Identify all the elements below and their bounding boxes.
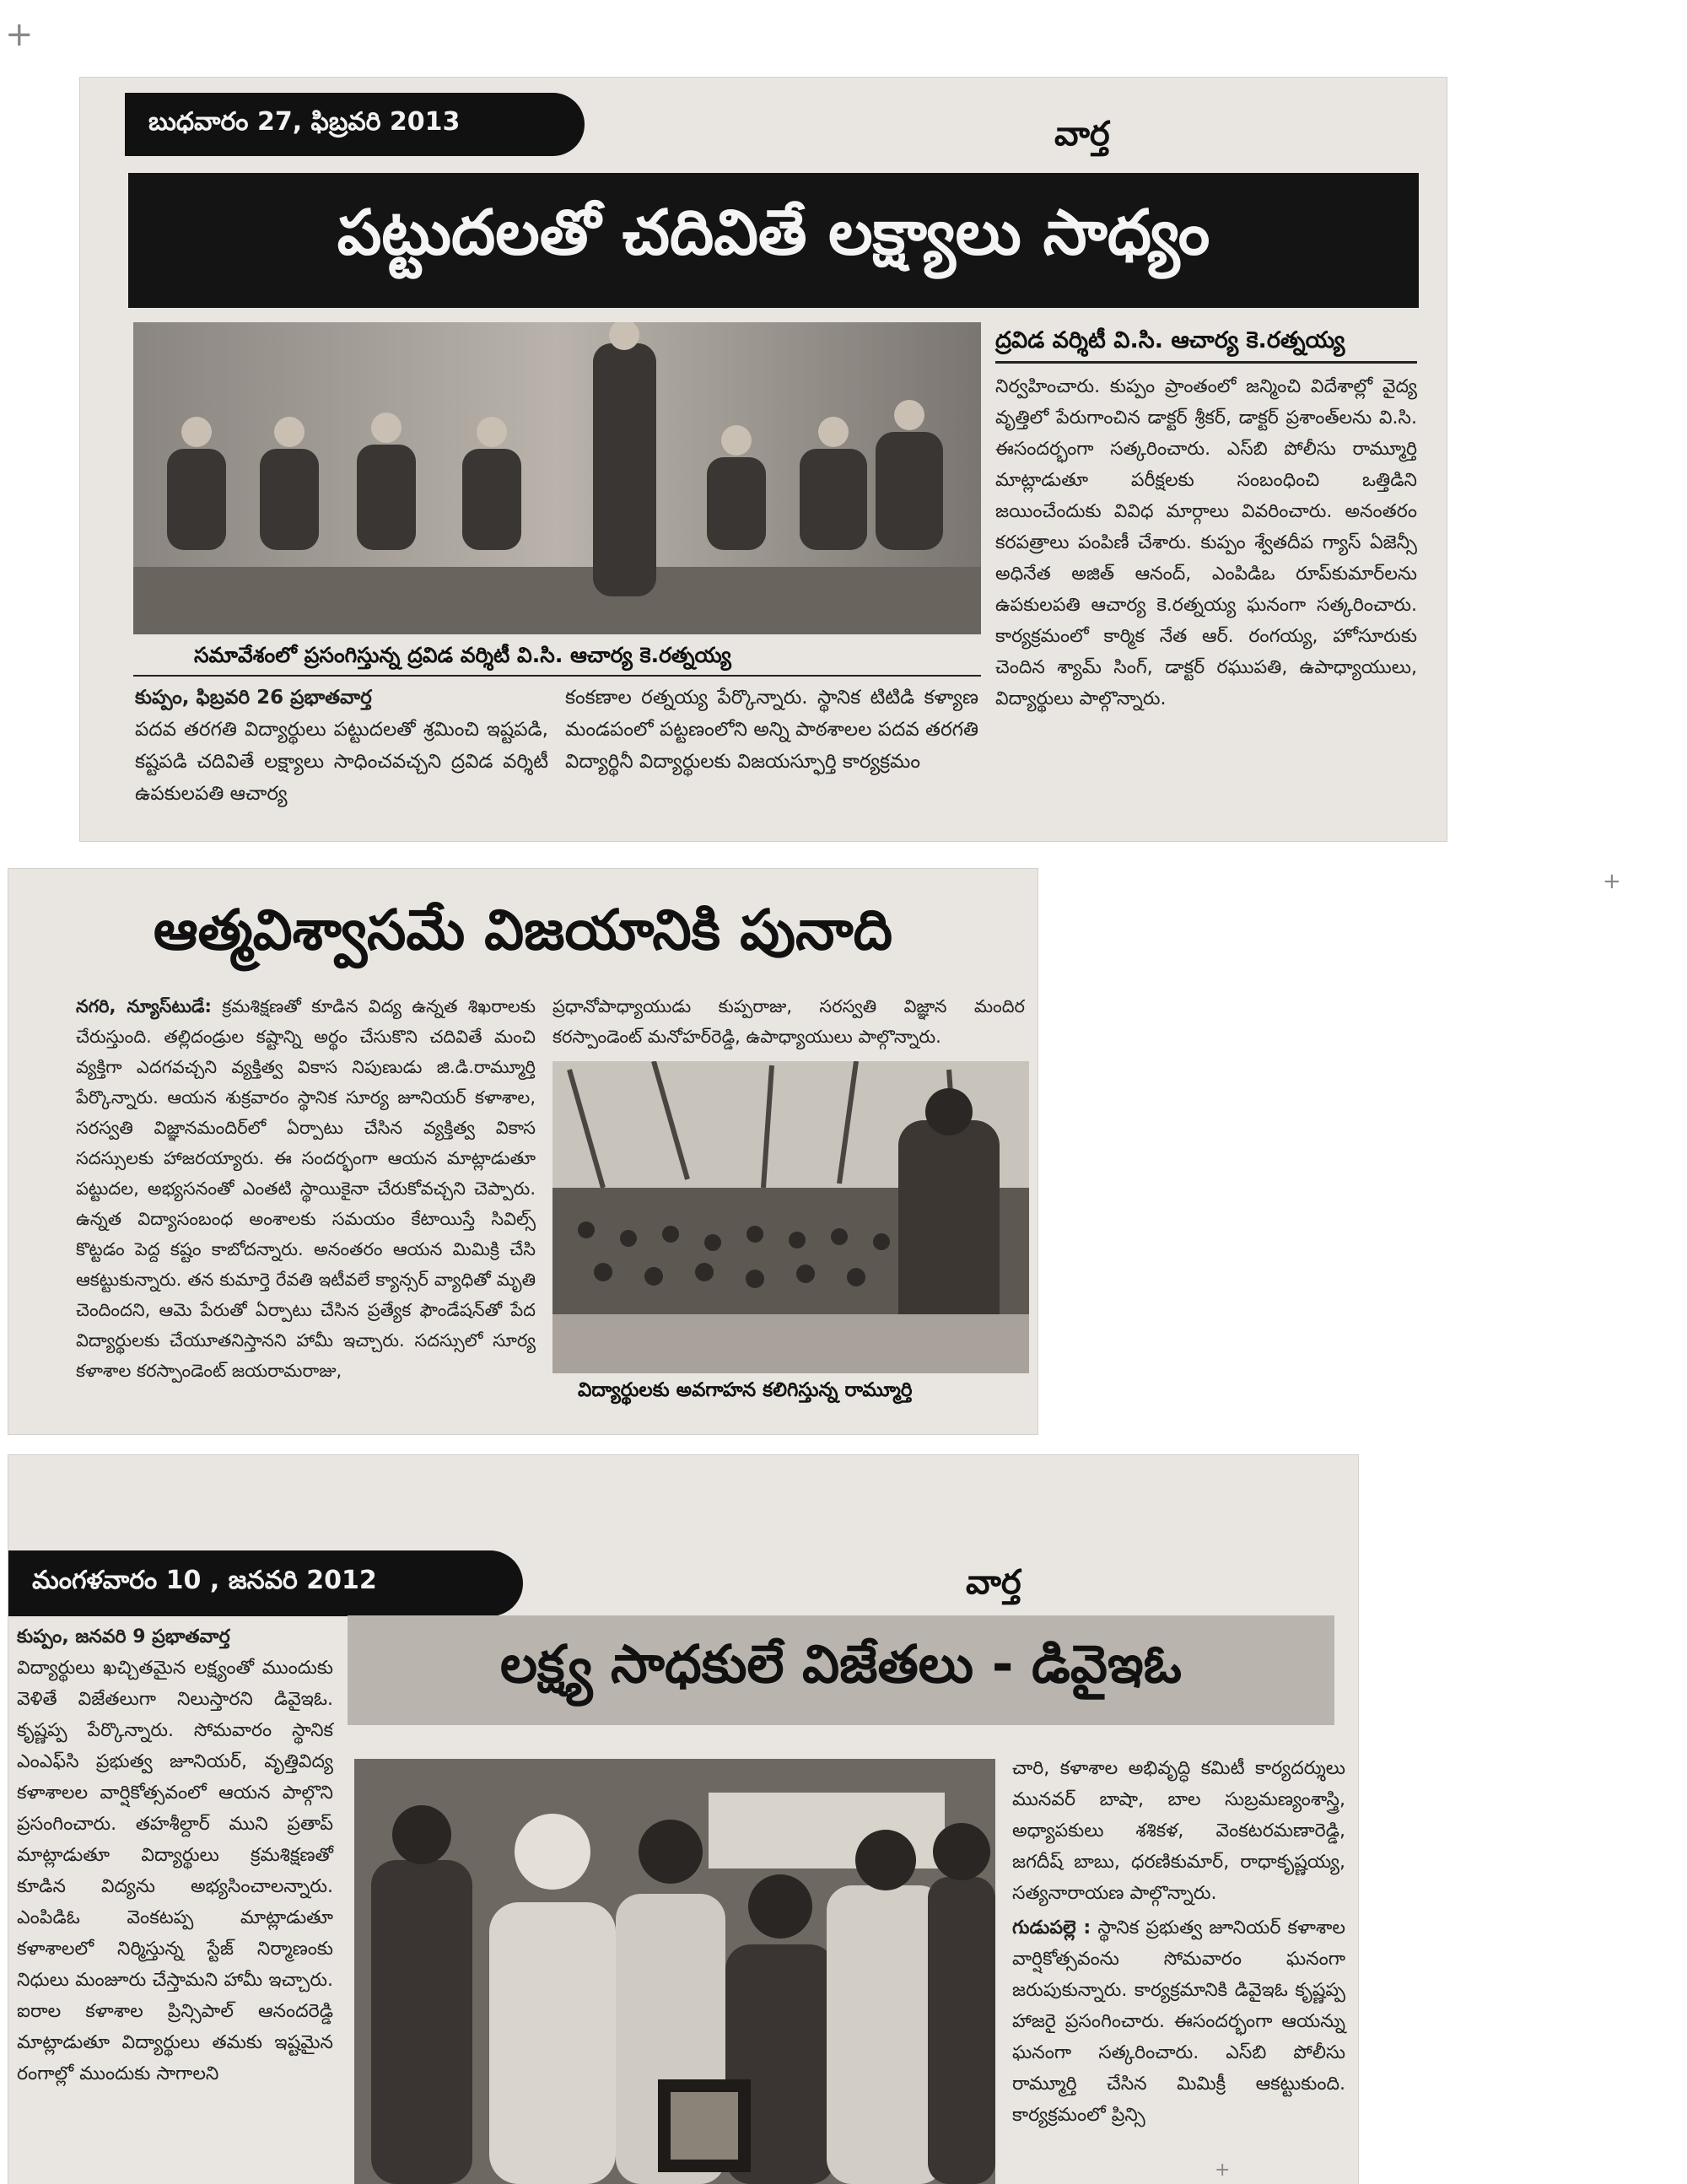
clip3-dateline: కుప్పం, జనవరి 9 ప్రభాతవార్త [17, 1626, 230, 1647]
clip1-column-1-text: పదవ తరగతి విద్యార్థులు పట్టుదలతో శ్రమించి ఇష్టపడి, కష్టపడి చదివితే లక్ష్యాలు సాధించవచ్చని ద్రవిడ వర్శిటీ ఉపకులపతి ఆచార్య [135, 719, 548, 805]
clip3-date: మంగళవారం 10 , జనవరి 2012 [32, 1566, 377, 1595]
stage-photo-image [133, 322, 981, 634]
registration-mark: + [5, 15, 34, 54]
clip3-column-2-text: చారి, కళాశాల అభివృద్ధి కమిటీ కార్యదర్శులు మునవర్ బాషా, బాల సుబ్రమణ్యంశాస్త్రి, అధ్యాపకులు శశికళ, వెంకటరమణారెడ్డి, జగదీష్ బాబు, ధరణికుమార్, రాధాకృష్ణయ్య, సత్యనారాయణ పాల్గొన్నారు. [1012, 1758, 1345, 1904]
clip2-photo-caption: విద్యార్థులకు అవగాహన కలిగిస్తున్న రామ్మూర్తి [578, 1379, 913, 1401]
clip1-column-3-text: నిర్వహించారు. కుప్పం ప్రాంతంలో జన్మించి విదేశాల్లో వైద్య వృత్తిలో పేరుగాంచిన డాక్టర్ శ్రీకర్, డాక్టర్ ప్రశాంత్‌లను వి.సి. ఈసందర్భంగా సత్కరించారు. ఎస్‌బి పోలీసు రామ్మూర్తి మాట్లాడుతూ పరీక్షలకు సంబంధించి ఒత్తిడిని జయించేందుకు వివిధ మార్గాలు వివరించారు. అనంతరం కరపత్రాలు పంపిణీ చేశారు. కుప్పం శ్వేతదీప గ్యాస్ ఏజెన్సీ అధినేత అజిత్ ఆనంద్, ఎంపిడిఒ రూప్‌కుమార్‌లను ఉపకులపతి ఆచార్య కె.రత్నయ్య ఘనంగా సత్కరించారు. కార్యక్రమంలో కార్మిక నేత ఆర్. రంగయ్య, హోసూరుకు చెందిన శ్యామ్ సింగ్, డాక్టర్ రఘుపతి, ఉపాధ్యాయులు, విద్యార్థులు పాల్గొన్నారు. [995, 376, 1417, 709]
clip1-dateline: కుప్పం, ఫిబ్రవరి 26 ప్రభాతవార్త [135, 687, 372, 709]
clip2-lead: నగరి, న్యూస్‌టుడే: [76, 996, 212, 1017]
clip2-headline [17, 886, 1029, 987]
clip3-newspaper-logo: వార్త [966, 1562, 1021, 1602]
clip1-caption-rule [133, 675, 981, 677]
clip2-column-2-text: ప్రధానోపాధ్యాయుడు కుప్పరాజు, సరస్వతి విజ్ఞాన మందిర కరస్పాండెంట్ మనోహర్‌రెడ్డి, ఉపాధ్యాయులు పాల్గొన్నారు. [552, 996, 1025, 1047]
audience-photo-image [552, 1061, 1029, 1373]
clip3-headline-text: లక్ష్య సాధకులే విజేతలు - డివైఇఓ [499, 1633, 1183, 1695]
clip3-column-1-text: విద్యార్థులు ఖచ్చితమైన లక్ష్యంతో ముందుకు వెళితే విజేతలుగా నిలుస్తారని డివైఇఓ. కృష్ణప్ప పేర్కొన్నారు. సోమవారం స్థానిక ఎంఎఫ్‌సి ప్రభుత్వ జూనియర్, వృత్తివిద్య కళాశాలల వార్షికోత్సవంలో ఆయన పాల్గొని ప్రసంగించారు. తహశీల్దార్ ముని ప్రతాప్ మాట్లాడుతూ విద్యార్థులు క్రమశిక్షణతో కూడిన విద్యను అభ్యసించాలన్నారు. ఎంపిడిఓ వెంకటప్ప మాట్లాడుతూ కళాశాలలో నిర్మిస్తున్న స్టేజ్ నిర్మాణంకు నిధులు మంజూరు చేస్తామని హామీ ఇచ్చారు. ఐరాల కళాశాల ప్రిన్సిపాల్ ఆనందరెడ్డి మాట్లాడుతూ విద్యార్థులు తమకు ఇష్టమైన రంగాల్లో ముందుకు సాగాలని [17, 1658, 333, 2084]
clip1-subhead: ద్రవిడ వర్శిటీ వి.సి. ఆచార్య కె.రత్నయ్య [995, 327, 1345, 353]
clip2-column-1-text: క్రమశిక్షణతో కూడిన విద్య ఉన్నత శిఖరాలకు చేరుస్తుంది. తల్లిదండ్రుల కష్టాన్ని అర్థం చేసుకొని చదివితే మంచి వ్యక్తిగా ఎదగవచ్చని వ్యక్తిత్వ వికాస నిపుణుడు జి.డి.రామ్మూర్తి పేర్కొన్నారు. ఆయన శుక్రవారం స్థానిక సూర్య జూనియర్ కళాశాల, సరస్వతి విజ్ఞానమందిర్‌లో ఏర్పాటు చేసిన వ్యక్తిత్వ వికాస సదస్సులకు హాజరయ్యారు. ఈ సందర్భంగా ఆయన మాట్లాడుతూ పట్టుదల, అభ్యసనంతో ఎంతటి స్థాయికైనా చేరుకోవచ్చని చెప్పారు. ఉన్నత విద్యాసంబంధ అంశాలకు సమయం కేటాయిస్తే సివిల్స్ కొట్టడం పెద్ద కష్టం కాబోదన్నారు. అనంతరం ఆయన మిమిక్రి చేసి ఆకట్టుకున్నారు. తన కుమార్తె రేవతి ఇటీవలే క్యాన్సర్ వ్యాధితో మృతి చెందిందని, ఆమె పేరుతో ఏర్పాటు చేసిన ప్రత్యేక ఫౌండేషన్‌తో పేద విద్యార్థులకు చేయూతనిస్తానని హామీ ఇచ్చారు. సదస్సులో సూర్య కళాశాల కరస్పాండెంట్ జయరామరాజు, [76, 996, 536, 1381]
clip3-headline [348, 1615, 1334, 1725]
clip1-photo-caption: సమావేశంలో ప్రసంగిస్తున్న ద్రవిడ వర్శిటీ వి.సి. ఆచార్య కె.రత్నయ్య [194, 643, 731, 667]
award-photo-image [354, 1759, 995, 2184]
clip1-column-1 [135, 682, 548, 810]
clip2-column-1 [76, 991, 536, 1386]
clip1-headline-text: పట్టుదలతో చదివితే లక్ష్యాలు సాధ్యం [337, 197, 1210, 269]
clip1-column-2-text: కంకణాల రత్నయ్య పేర్కొన్నారు. స్థానిక టిటిడి కళ్యాణ మండపంలో పట్టణంలోని అన్ని పాఠశాలల పదవ తరగతి విద్యార్థినీ విద్యార్థులకు విజయస్ఫూర్తి కార్యక్రమం [565, 687, 978, 773]
clip3-column-2b-text: స్థానిక ప్రభుత్వ జూనియర్ కళాశాల వార్షికోత్సవంను సోమవారం ఘనంగా జరుపుకున్నారు. కార్యక్రమానికి డివైఇఓ కృష్ణప్ప హాజరై ప్రసంగించారు. ఈసందర్భంగా ఆయన్ను ఘనంగా సత్కరించారు. ఎస్‌బి పోలీసు రామ్మూర్తి చేసిన మిమిక్రీ ఆకట్టుకుంది. కార్యక్రమంలో ప్రిన్సి [1012, 1917, 1345, 2126]
clip1-headline [128, 173, 1419, 308]
clip1-column-2 [565, 682, 978, 778]
clip1-column-3 [995, 371, 1417, 715]
clip2-photo [552, 1061, 1029, 1373]
clip1-date: బుధవారం 27, ఫిబ్రవరి 2013 [148, 106, 461, 137]
clip3-date-bar [8, 1550, 523, 1616]
clip3-column-1 [17, 1621, 333, 2090]
clip1-photo [133, 322, 981, 634]
clip3-column-2 [1012, 1753, 1345, 2131]
clip3-photo [354, 1759, 995, 2184]
clip1-subhead-rule [995, 361, 1417, 364]
registration-mark: + [1603, 869, 1621, 894]
clip2-column-2 [552, 991, 1025, 1052]
clip1-date-bar [125, 93, 585, 156]
clip2-headline-text: ఆత్మవిశ్వాసమే విజయానికి పునాది [153, 897, 893, 963]
clip1-newspaper-logo: వార్త [1054, 114, 1110, 154]
clip3-column-2b-lead: గుడుపల్లె : [1012, 1917, 1091, 1939]
registration-mark: + [1215, 2160, 1231, 2181]
